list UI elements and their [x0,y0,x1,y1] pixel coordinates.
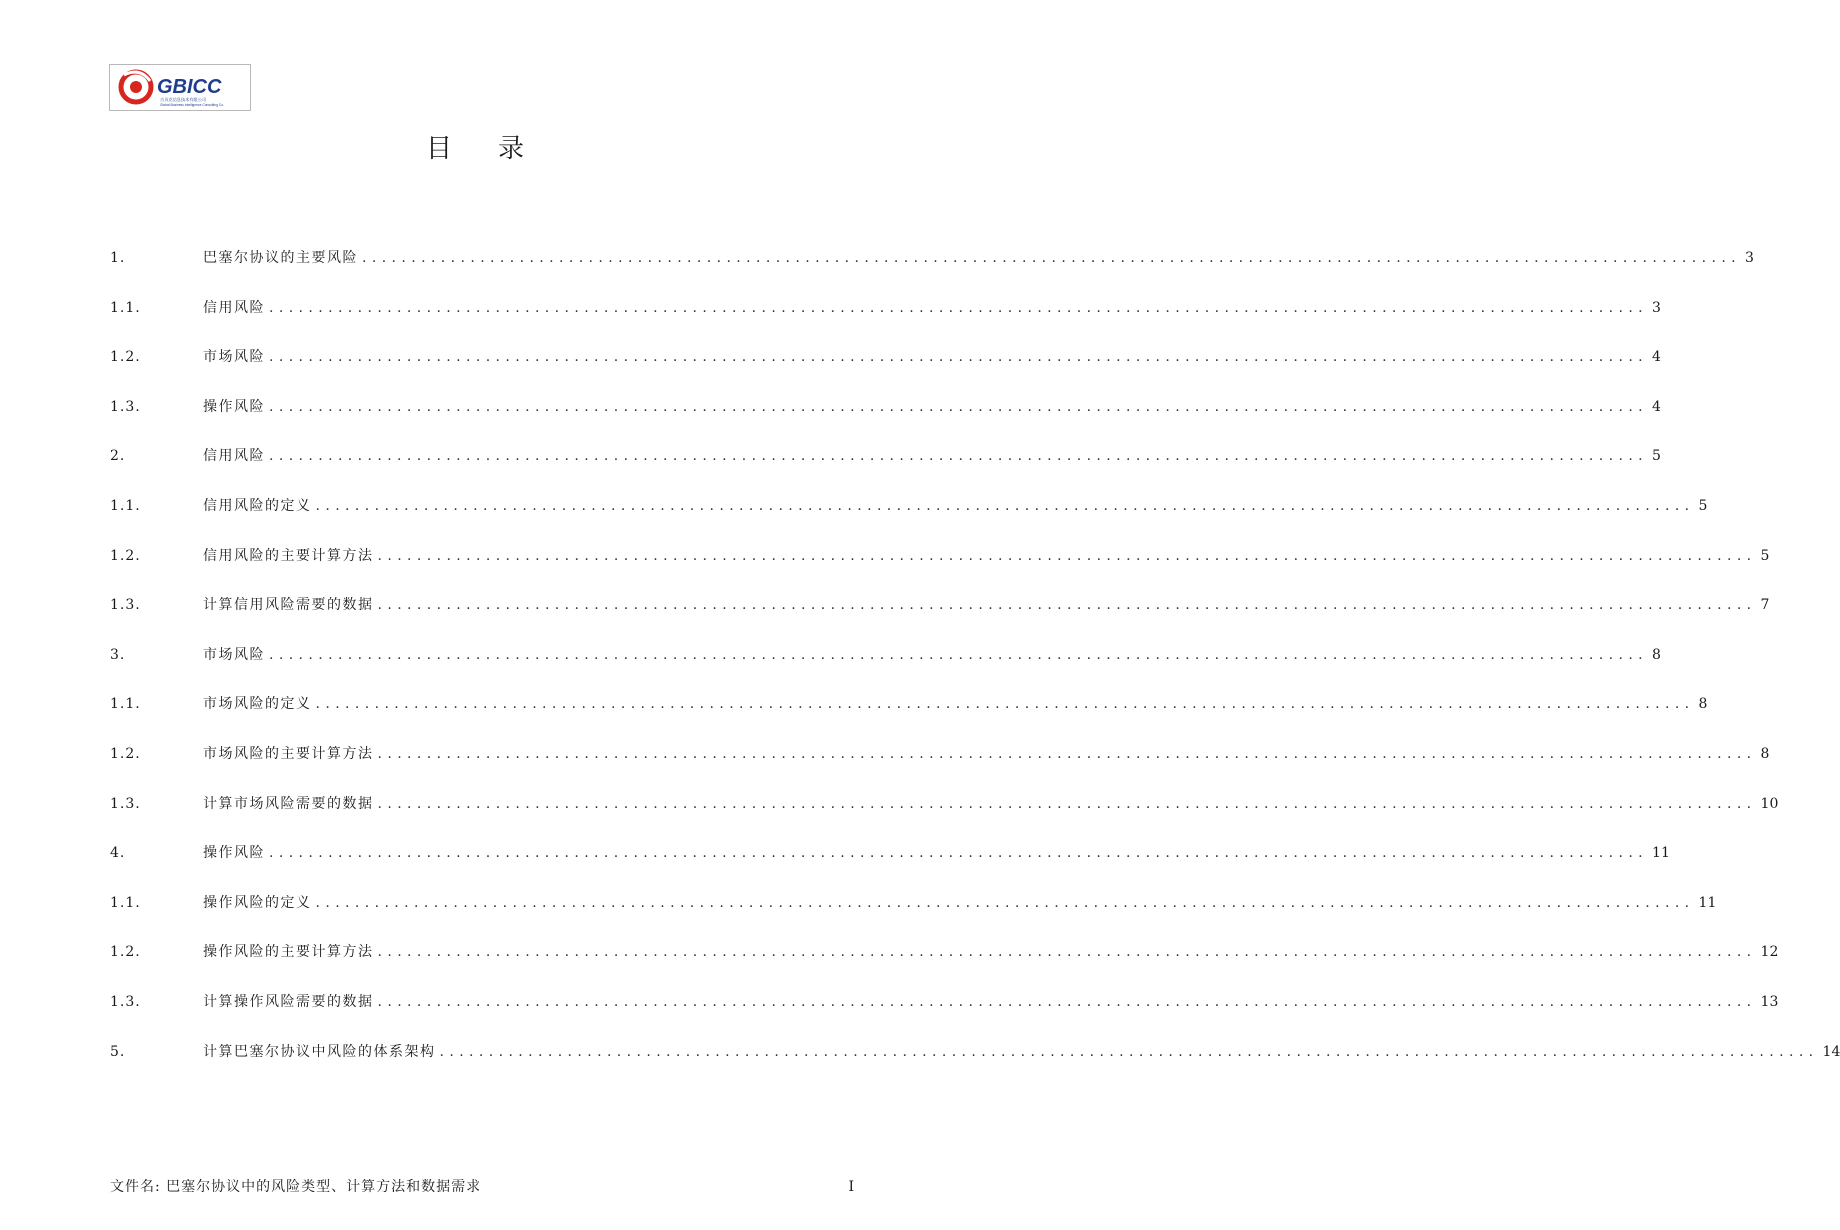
toc-entry-title: 市场风险 [203,349,265,366]
toc-entry-number: 4. [110,845,126,862]
toc-entry-number: 1.2. [110,547,141,564]
toc-dot-leader: ............................................................................................................................................ [315,696,1695,713]
toc-entry-number: 1.1. [110,299,141,316]
toc-dot-leader: ............................................................................................................................................ [377,745,1757,762]
toc-entry[interactable] [110,791,1779,841]
toc-entry-title: 计算巴塞尔协议中风险的体系架构 [203,1043,436,1060]
toc-entry-title: 计算信用风险需要的数据 [203,597,374,614]
toc-entry-number: 1.3. [110,398,141,415]
toc-entry[interactable] [110,394,1661,444]
toc-entry-title: 市场风险的定义 [203,696,312,713]
toc-dot-leader: ............................................................................................................................................ [377,547,1757,564]
logo-text: GBICC [157,76,222,98]
toc-entry-page: 8 [1698,696,1708,713]
company-logo [109,64,251,111]
toc-entry[interactable] [110,1039,1840,1089]
toc-entry[interactable] [110,493,1708,543]
toc-entry-title: 操作风险的定义 [203,894,312,911]
toc-entry[interactable] [110,592,1770,642]
toc-entry-title: 计算操作风险需要的数据 [203,993,374,1010]
toc-dot-leader: ............................................................................................................................................ [269,845,1649,862]
toc-entry-page: 8 [1652,646,1661,663]
toc-dot-leader: ............................................................................................................................................ [315,894,1695,911]
toc-title: 目录 [425,134,570,164]
toc-entry-title: 信用风险的主要计算方法 [203,547,374,564]
toc-entry-number: 1.1. [110,894,141,911]
toc-entry-title: 操作风险 [203,845,265,862]
toc-entry-title: 市场风险的主要计算方法 [203,745,374,762]
toc-entry-page: 5 [1760,547,1770,564]
toc-entry[interactable] [110,245,1754,295]
toc-entry-title: 巴塞尔协议的主要风险 [203,250,358,266]
toc-entry-title: 计算市场风险需要的数据 [203,795,374,812]
toc-entry-page: 14 [1822,1043,1840,1060]
footer-filename: 文件名: 巴塞尔协议中的风险类型、计算方法和数据需求 [110,1179,482,1195]
toc-entry-page: 11 [1652,845,1670,862]
toc-entry-page: 3 [1652,299,1661,316]
toc-entry-number: 1.2. [110,349,141,366]
toc-entry-title: 信用风险 [203,448,265,465]
toc-dot-leader: ............................................................................................................................................ [269,398,1649,415]
toc-entry[interactable] [110,890,1717,940]
toc-entry-title: 操作风险的主要计算方法 [203,944,374,961]
logo-subtitle-en: Global Business Intelligence Consulting Co. [160,103,224,107]
toc-entry-title: 市场风险 [203,646,265,663]
toc-entry-number: 5. [110,1043,126,1060]
toc-entry[interactable] [110,642,1661,692]
toc-entry[interactable] [110,840,1670,890]
toc-entry[interactable] [110,443,1661,493]
toc-entry-number: 1. [110,250,126,266]
toc-dot-leader: ............................................................................................................................................ [377,597,1757,614]
toc-entry-number: 1.1. [110,497,141,514]
toc-entry[interactable] [110,939,1779,989]
toc-entry-page: 10 [1760,795,1779,812]
footer-page-number: I [848,1179,854,1195]
toc-entry-title: 操作风险 [203,398,265,415]
toc-entry-number: 3. [110,646,126,663]
toc-entry-page: 4 [1652,398,1661,415]
toc-entry-page: 7 [1760,597,1770,614]
toc-entry-number: 1.3. [110,597,141,614]
toc-entry-number: 1.2. [110,745,141,762]
toc-entry-page: 13 [1760,993,1779,1010]
toc-entry-number: 2. [110,448,126,465]
logo-subtitle-cn: 吉贝克信息技术有限公司 [160,97,207,102]
toc-entry[interactable] [110,295,1661,345]
toc-entry-number: 1.2. [110,944,141,961]
toc-entry-page: 5 [1698,497,1708,514]
toc-entry[interactable] [110,741,1770,791]
toc-entry[interactable] [110,344,1661,394]
toc-entry-title: 信用风险的定义 [203,497,312,514]
toc-entry-page: 11 [1698,894,1717,911]
toc-dot-leader: ............................................................................................................................................ [269,299,1649,316]
toc-dot-leader: ............................................................................................................................................ [377,795,1757,812]
toc-entry-number: 1.3. [110,795,141,812]
table-of-contents [110,245,1840,1088]
toc-dot-leader: ............................................................................................................................................ [377,993,1757,1010]
toc-entry[interactable] [110,543,1770,593]
toc-entry-number: 1.3. [110,993,141,1010]
toc-dot-leader: ............................................................................................................................................ [377,944,1757,961]
toc-entry-number: 1.1. [110,696,141,713]
toc-entry-page: 4 [1652,349,1661,366]
toc-dot-leader: ............................................................................................................................................ [269,646,1649,663]
toc-entry[interactable] [110,691,1708,741]
toc-dot-leader: ............................................................................................................................................ [269,448,1649,465]
toc-entry-page: 12 [1760,944,1779,961]
toc-dot-leader: ............................................................................................................................................ [439,1043,1819,1060]
toc-entry-page: 8 [1760,745,1770,762]
toc-dot-leader: ............................................................................................................................................ [362,250,1742,266]
toc-entry-page: 5 [1652,448,1661,465]
toc-dot-leader: ............................................................................................................................................ [269,349,1649,366]
logo-swirl-icon [121,72,151,102]
toc-dot-leader: ............................................................................................................................................ [315,497,1695,514]
toc-entry-page: 3 [1745,250,1754,266]
toc-entry[interactable] [110,989,1779,1039]
toc-entry-title: 信用风险 [203,299,265,316]
